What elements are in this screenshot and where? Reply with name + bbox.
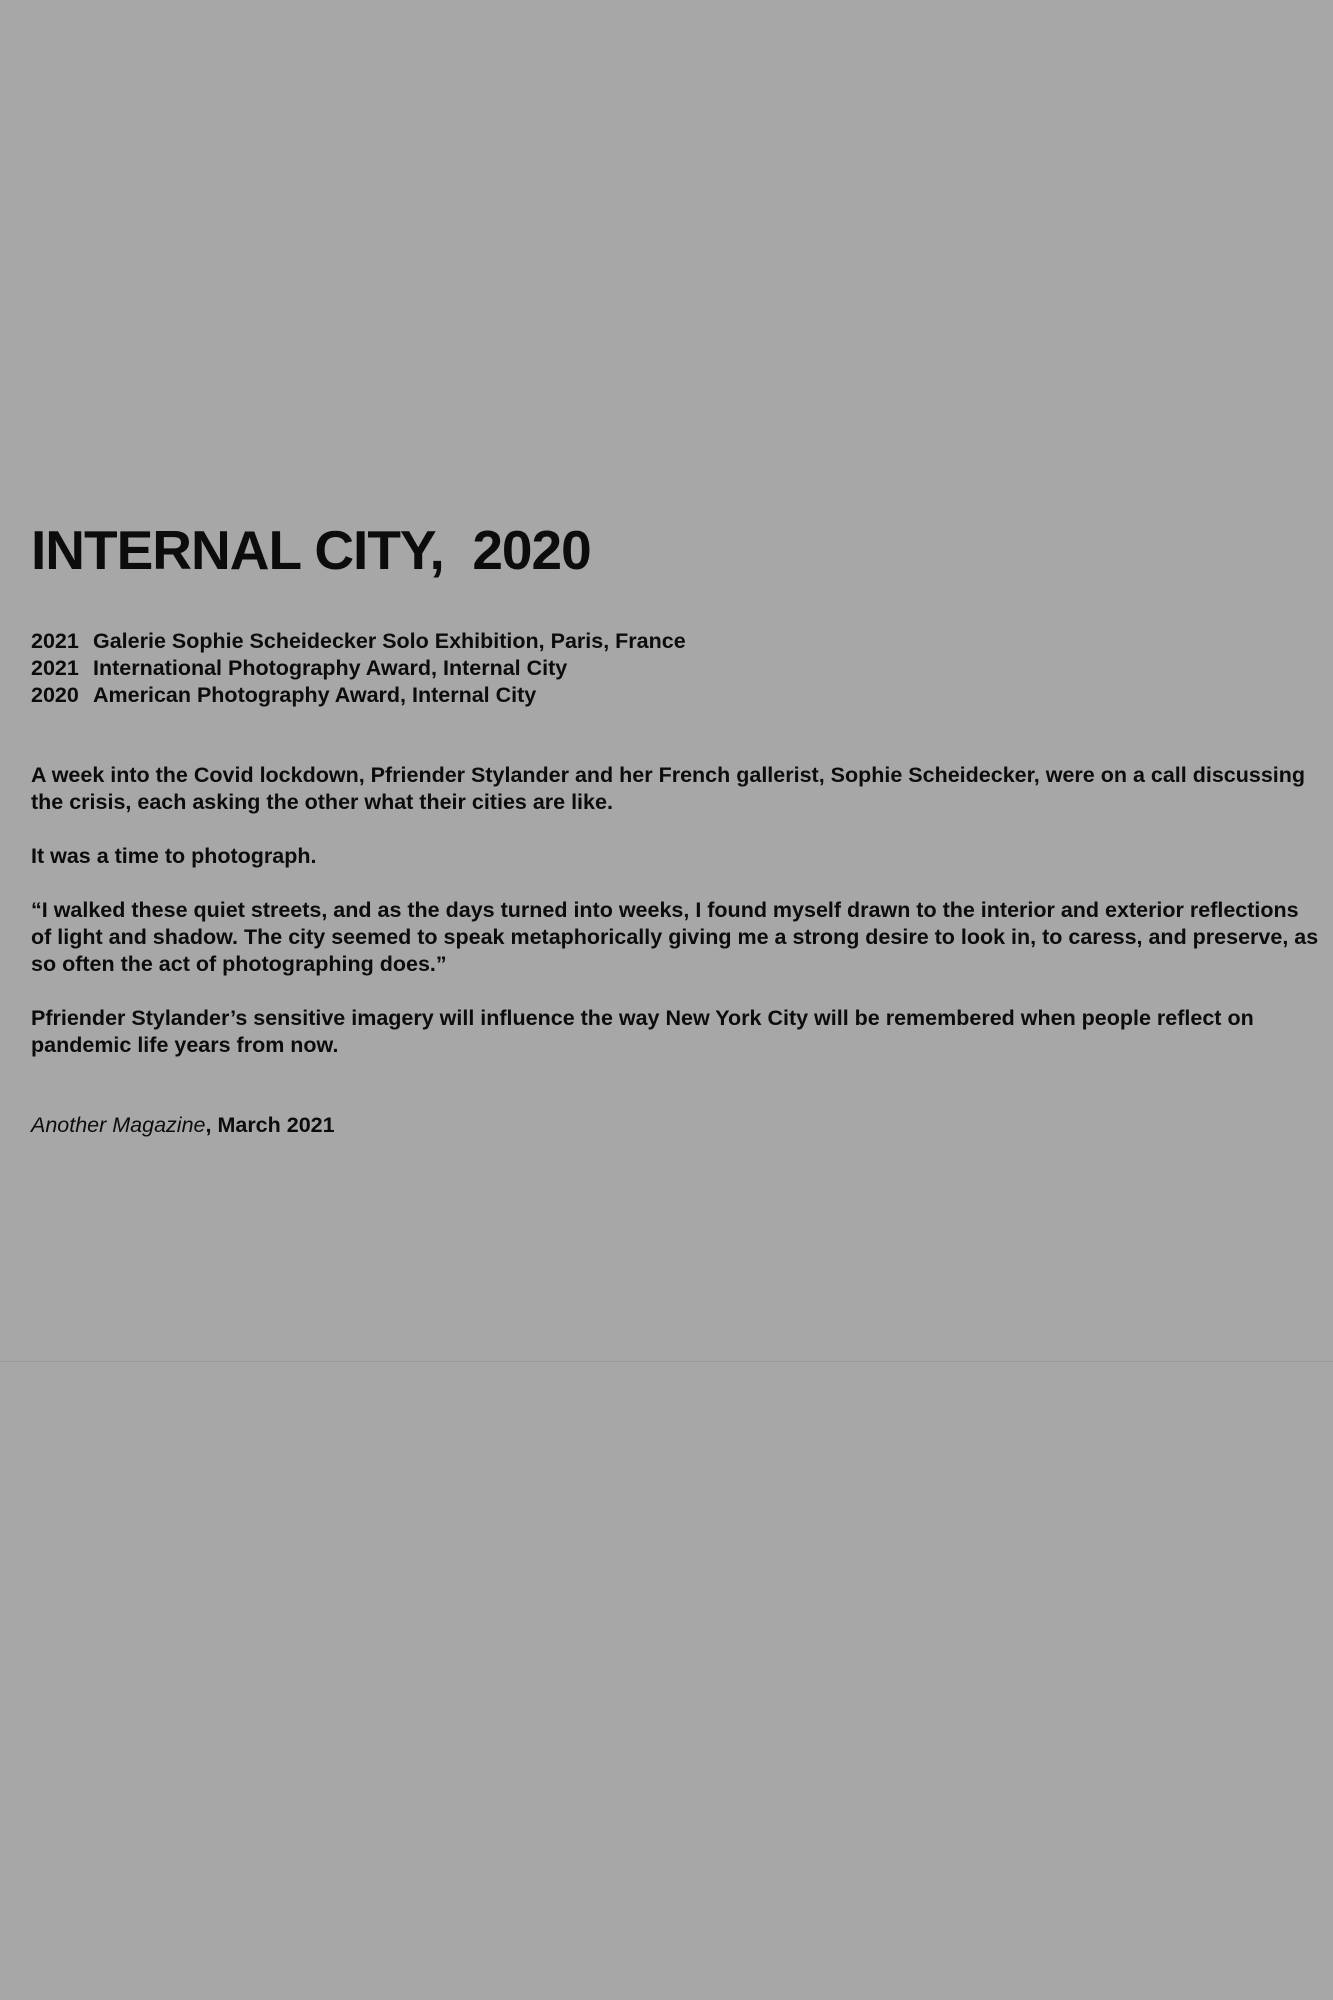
credit-publication: Another Magazine (31, 1113, 206, 1137)
article (31, 516, 1321, 1139)
award-text: International Photography Award, Internal City (93, 656, 568, 680)
award-year: 2021 (31, 629, 79, 653)
quote-paragraph: “I walked these quiet streets, and as the days turned into weeks, I found myself drawn to the interior and exterior reflections of light and shadow. The city seemed to speak metaphorically giving me a strong desire to look in, to caress, and preserve, as so often the act of photographing does.” (31, 898, 1319, 976)
page-title: INTERNAL CITY, 2020 (31, 519, 591, 581)
award-item (31, 655, 1321, 682)
award-item (31, 628, 1321, 655)
paragraph: It was a time to photograph. (31, 844, 317, 868)
award-text: American Photography Award, Internal City (93, 683, 537, 707)
source-credit (31, 1112, 1321, 1139)
award-text: Galerie Sophie Scheidecker Solo Exhibition, Paris, France (93, 629, 686, 653)
award-year: 2021 (31, 656, 79, 680)
section-divider (0, 1361, 1333, 1362)
awards-list (31, 628, 1321, 709)
paragraph: Pfriender Stylander’s sensitive imagery will influence the way New York City will be remembered when people reflect on pandemic life years from now. (31, 1006, 1254, 1057)
credit-date: , March 2021 (205, 1113, 335, 1137)
award-year: 2020 (31, 683, 79, 707)
award-item (31, 682, 1321, 709)
article-body (31, 762, 1321, 1059)
paragraph: A week into the Covid lockdown, Pfriender Stylander and her French gallerist, Sophie Scheidecker, were on a call discussing the crisis, each asking the other what their cities are like. (31, 763, 1306, 814)
